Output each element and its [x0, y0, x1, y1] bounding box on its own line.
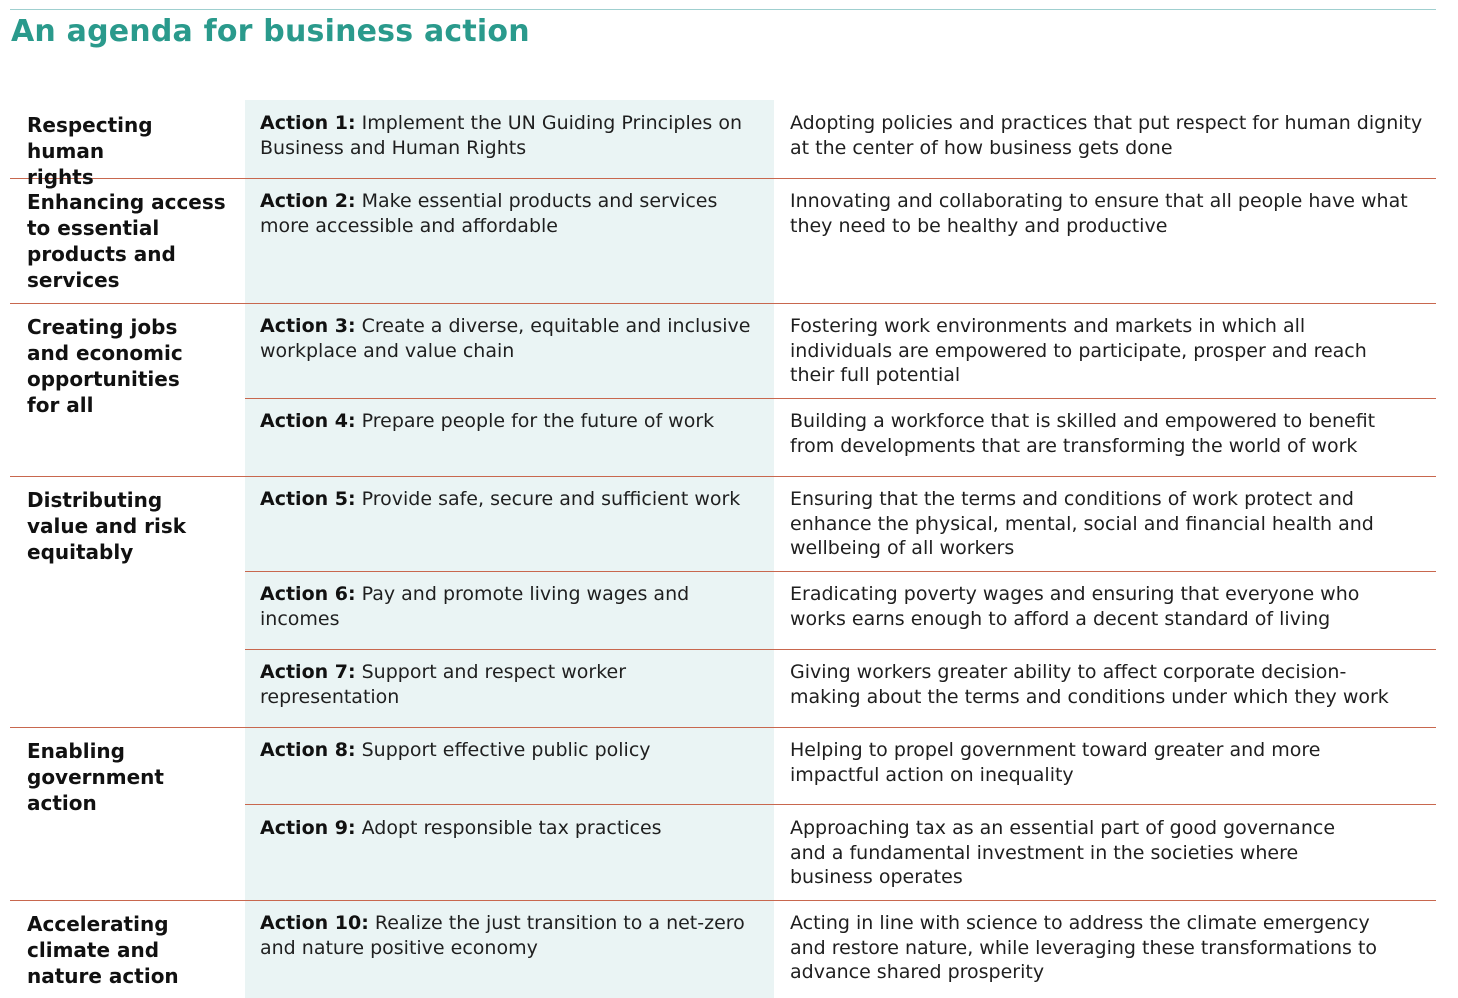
top-divider	[10, 9, 1436, 10]
category-divider	[10, 727, 1436, 728]
action-title: Create a diverse, equitable and inclusive workplace and value chain	[260, 315, 751, 362]
action-title: Realize the just transition to a net-zero and nature positive economy	[260, 912, 745, 959]
action-text	[260, 816, 760, 841]
action-label: Action 1:	[260, 112, 356, 134]
action-text	[260, 189, 760, 239]
category-label: Distributing value and risk equitably	[27, 488, 187, 564]
action-description: Helping to propel government toward greater and more impactful action on inequality	[790, 739, 1321, 786]
action-description: Fostering work environments and markets in which all individuals are empowered to participate, prosper and reach their full potential	[790, 315, 1367, 386]
action-label: Action 10:	[260, 912, 369, 934]
action-text	[260, 409, 760, 434]
action-text	[260, 582, 700, 632]
action-text	[260, 487, 760, 512]
action-title: Make essential products and services more accessible and affordable	[260, 190, 718, 237]
action-description: Adopting policies and practices that put respect for human dignity at the center of how business gets done	[790, 112, 1423, 159]
action-label: Action 5:	[260, 488, 356, 510]
action-description: Building a workforce that is skilled and empowered to benefit from developments that are transforming the world of work	[790, 410, 1376, 457]
action-title: Support effective public policy	[361, 739, 651, 761]
action-label: Action 6:	[260, 583, 356, 605]
action-description: Ensuring that the terms and conditions of work protect and enhance the physical, mental, social and financial health and wellbeing of all workers	[790, 488, 1374, 559]
page-title: An agenda for business action	[11, 14, 530, 49]
action-label: Action 7:	[260, 661, 356, 683]
category-divider	[10, 178, 1436, 179]
action-description: Innovating and collaborating to ensure that all people have what they need to be healthy and productive	[790, 190, 1408, 237]
action-description: Approaching tax as an essential part of good governance and a fundamental investment in the societies where business operates	[790, 817, 1336, 888]
action-text	[260, 111, 760, 161]
action-description: Acting in line with science to address the climate emergency and restore nature, while leveraging these transformations to advance shared prosperity	[790, 912, 1378, 983]
category-label: Enabling government action	[27, 739, 164, 815]
action-title: Prepare people for the future of work	[361, 410, 715, 432]
action-divider	[245, 398, 1436, 399]
action-label: Action 2:	[260, 190, 356, 212]
action-title: Implement the UN Guiding Principles on Business and Human Rights	[260, 112, 743, 159]
action-divider	[245, 804, 1436, 805]
category-divider	[10, 476, 1436, 477]
action-text	[260, 738, 760, 763]
action-title: Provide safe, secure and sufficient work	[361, 488, 741, 510]
action-label: Action 9:	[260, 817, 356, 839]
action-text	[260, 911, 750, 961]
action-divider	[245, 571, 1436, 572]
category-divider	[10, 303, 1436, 304]
action-title: Adopt responsible tax practices	[361, 817, 662, 839]
action-label: Action 3:	[260, 315, 356, 337]
action-divider	[245, 649, 1436, 650]
action-title: Pay and promote living wages and incomes	[260, 583, 690, 630]
action-text	[260, 314, 760, 364]
category-label: Respecting human rights	[27, 113, 153, 189]
category-label: Creating jobs and economic opportunities for all	[27, 315, 183, 417]
action-label: Action 8:	[260, 739, 356, 761]
action-text	[260, 660, 660, 710]
action-description: Giving workers greater ability to affect corporate decision-making about the terms and conditions under which they work	[790, 661, 1389, 708]
action-label: Action 4:	[260, 410, 356, 432]
action-title: Support and respect worker representation	[260, 661, 627, 708]
category-divider	[10, 900, 1436, 901]
action-description: Eradicating poverty wages and ensuring that everyone who works earns enough to afford a decent standard of living	[790, 583, 1360, 630]
category-label: Enhancing access to essential products and services	[27, 190, 226, 292]
category-label: Accelerating climate and nature action	[27, 912, 179, 988]
